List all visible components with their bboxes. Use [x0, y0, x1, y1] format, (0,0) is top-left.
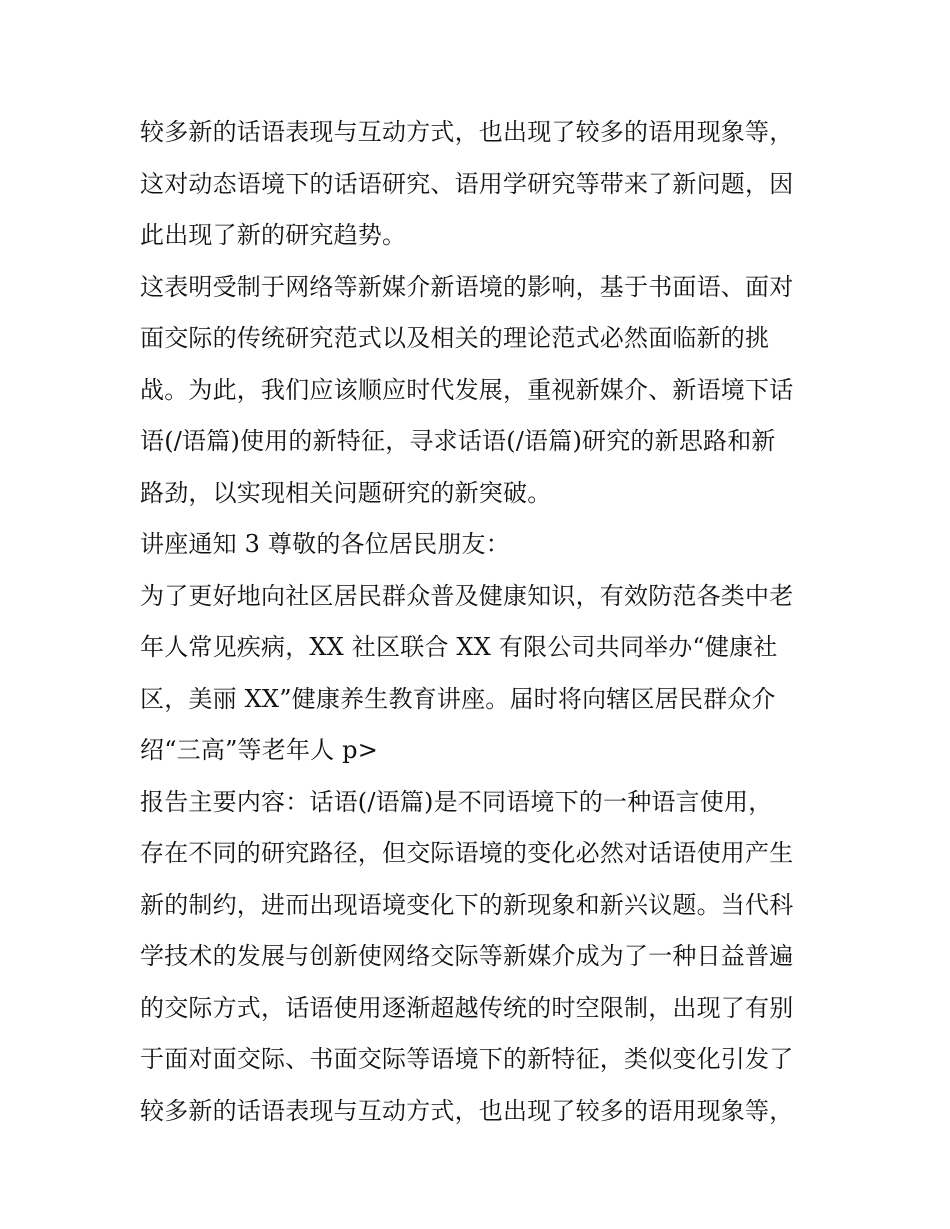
text-line: 这表明受制于网络等新媒介新语境的影响，基于书面语、面对 [140, 272, 794, 301]
text-line: 路劲，以实现相关问题研究的新突破。 [140, 478, 552, 507]
document-body [140, 107, 820, 1137]
text-line: 语(/语篇)使用的新特征，寻求话语(/语篇)研究的新思路和新 [140, 427, 776, 455]
text-line: 较多新的话语表现与互动方式，也出现了较多的语用现象等， [140, 118, 794, 146]
lecture-notice-heading: 讲座通知 3 尊敬的各位居民朋友： [140, 530, 510, 558]
text-line: 新的制约，进而出现语境变化下的新现象和新兴议题。当代科 [140, 890, 794, 919]
text-line: 存在不同的研究路径，但交际语境的变化必然对话语使用产生 [140, 839, 794, 867]
text-line: 绍“三高”等老年人 p> [140, 736, 379, 764]
text-line: 面交际的传统研究范式以及相关的理论范式必然面临新的挑 [140, 324, 770, 352]
text-line: 年人常见疾病，XX 社区联合 XX 有限公司共同举办“健康社 [140, 633, 778, 661]
text-line: 学技术的发展与创新使网络交际等新媒介成为了一种日益普遍 [140, 942, 794, 970]
text-line: 为了更好地向社区居民群众普及健康知识，有效防范各类中老 [140, 581, 794, 610]
text-line: 战。为此，我们应该顺应时代发展，重视新媒介、新语境下话 [140, 375, 794, 404]
text-line: 的交际方式，话语使用逐渐超越传统的时空限制，出现了有别 [140, 993, 794, 1022]
text-line: 这对动态语境下的话语研究、语用学研究等带来了新问题，因 [140, 169, 794, 198]
report-content-line: 报告主要内容：话语(/语篇)是不同语境下的一种语言使用， [140, 787, 773, 816]
text-line: 于面对面交际、书面交际等语境下的新特征，类似变化引发了 [140, 1045, 794, 1073]
text-line: 区，美丽 XX”健康养生教育讲座。届时将向辖区居民群众介 [140, 684, 776, 713]
text-line: 较多新的话语表现与互动方式，也出现了较多的语用现象等， [140, 1096, 794, 1125]
text-line: 此出现了新的研究趋势。 [140, 221, 407, 249]
